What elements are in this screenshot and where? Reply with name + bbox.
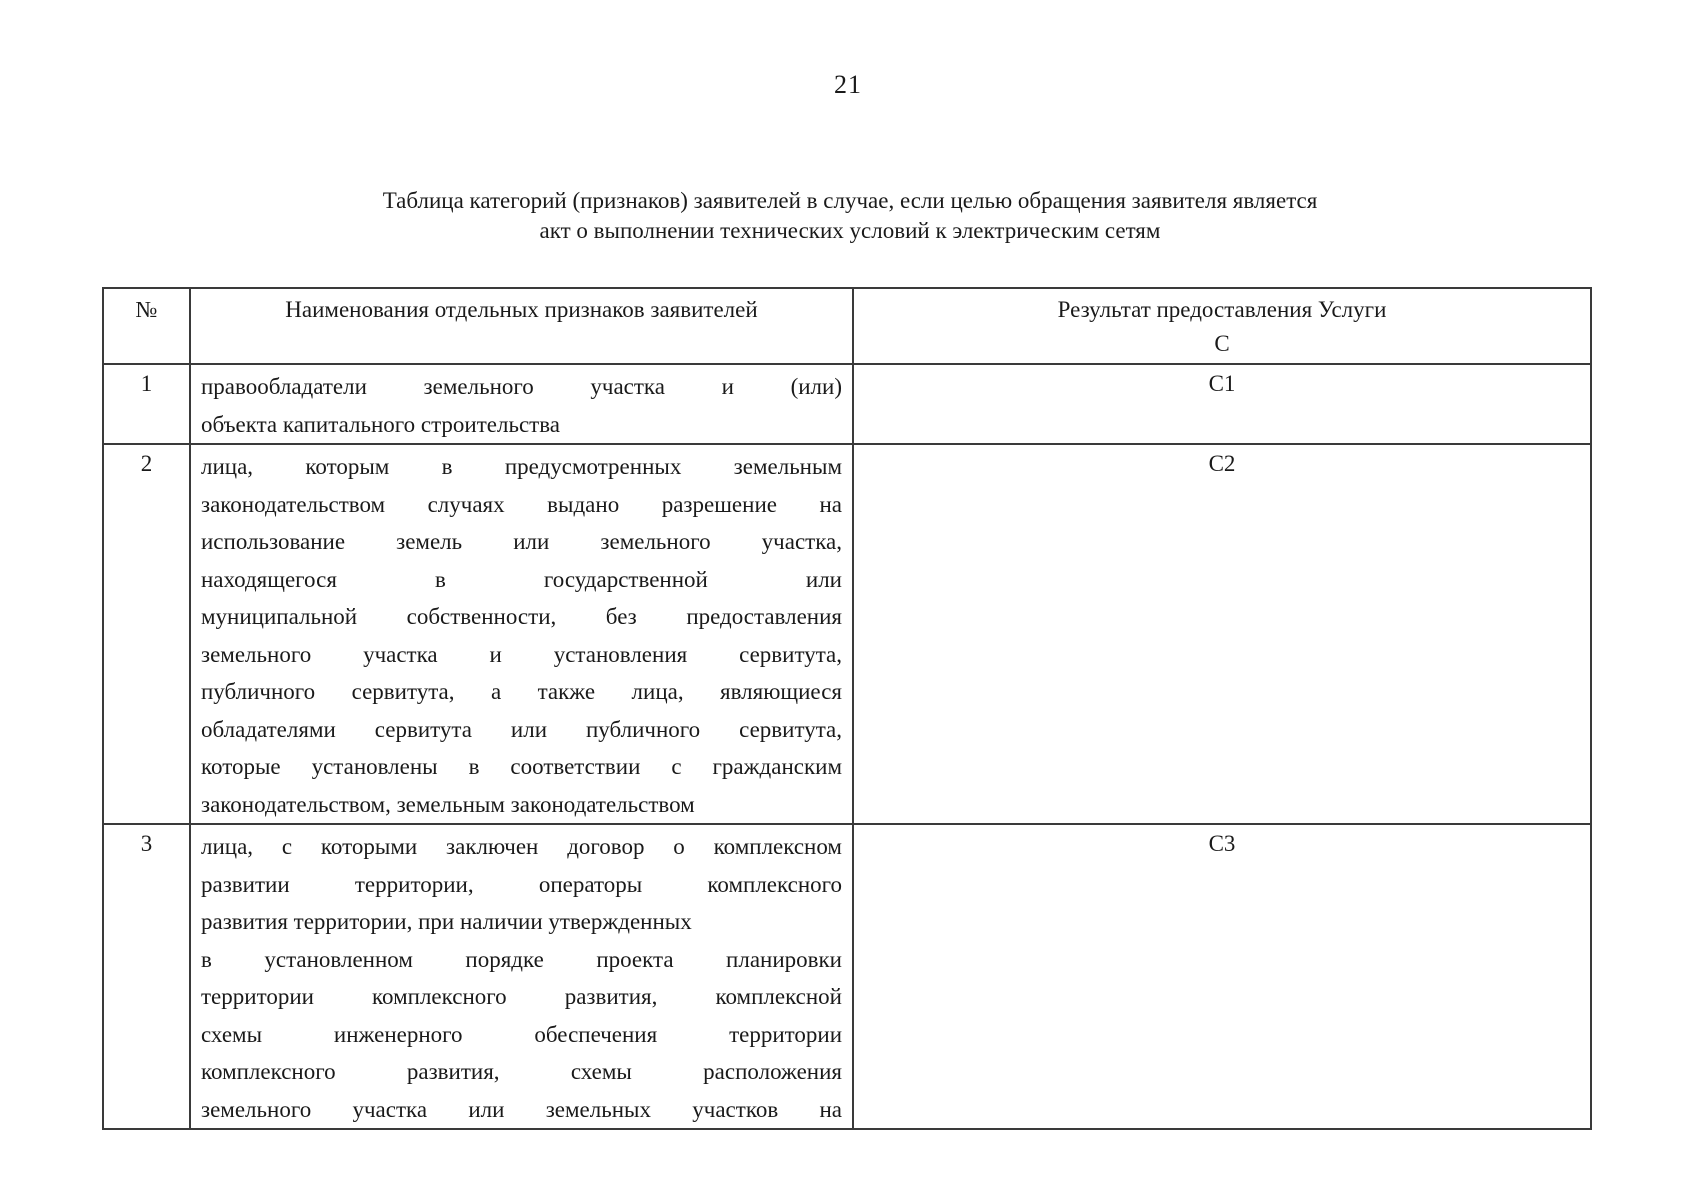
row-number: 2 bbox=[140, 451, 153, 476]
row-number-cell bbox=[103, 364, 190, 444]
criteria-text-line: территории комплексного развития, комплексной bbox=[201, 984, 842, 1009]
criteria-text-line: законодательством, земельным законодательством bbox=[201, 791, 695, 817]
criteria-text-line: законодательством случаях выдано разрешение на bbox=[201, 491, 842, 517]
row-number: 3 bbox=[140, 831, 153, 856]
applicant-categories-table bbox=[102, 287, 1592, 1130]
criteria-text-line: лица, с которыми заключен договор о комплексном bbox=[201, 834, 842, 859]
row-result-cell bbox=[853, 824, 1591, 1129]
criteria-text-line: обладателями сервитута или публичного сервитута, bbox=[201, 716, 842, 742]
criteria-text-line: правообладатели земельного участка и (или) bbox=[201, 374, 842, 399]
header-number-label: № bbox=[135, 297, 158, 322]
criteria-text-line: использование земель или земельного участка, bbox=[201, 529, 842, 554]
criteria-text-line: развития территории, при наличии утвержденных bbox=[201, 909, 692, 934]
criteria-text-line: лица, которым в предусмотренных земельным bbox=[201, 454, 842, 479]
row-result: С2 bbox=[1208, 451, 1236, 476]
table-header-row bbox=[103, 288, 1591, 364]
criteria-text-line: объекта капитального строительства bbox=[201, 411, 560, 437]
row-result-cell bbox=[853, 364, 1591, 444]
criteria-text-line: муниципальной собственности, без предоставления bbox=[201, 604, 842, 629]
table-title bbox=[240, 186, 1460, 246]
row-criteria-cell bbox=[190, 824, 853, 1129]
criteria-text-line: развитии территории, операторы комплексного bbox=[201, 871, 842, 897]
criteria-text-line: комплексного развития, схемы расположения bbox=[201, 1059, 842, 1084]
row-result: С3 bbox=[1208, 831, 1236, 856]
row-result: С1 bbox=[1208, 371, 1236, 396]
table-row bbox=[103, 444, 1591, 824]
criteria-text-line: в установленном порядке проекта планировки bbox=[201, 946, 842, 972]
header-name-label: Наименования отдельных признаков заявителей bbox=[285, 297, 758, 322]
header-name bbox=[190, 288, 853, 364]
criteria-text-line: земельного участка или земельных участков на bbox=[201, 1096, 842, 1122]
row-number: 1 bbox=[140, 371, 153, 396]
table-row bbox=[103, 364, 1591, 444]
criteria-text-line: которые установлены в соответствии с гражданским bbox=[201, 754, 842, 779]
row-number-cell bbox=[103, 824, 190, 1129]
row-number-cell bbox=[103, 444, 190, 824]
row-criteria-cell bbox=[190, 364, 853, 444]
table-title-line-2: акт о выполнении технических условий к электрическим сетям bbox=[539, 218, 1161, 243]
row-result-cell bbox=[853, 444, 1591, 824]
criteria-text-line: земельного участка и установления сервитута, bbox=[201, 641, 842, 667]
row-criteria-cell bbox=[190, 444, 853, 824]
criteria-text-line: публичного сервитута, а также лица, являющиеся bbox=[201, 679, 842, 704]
page-number: 21 bbox=[834, 70, 862, 99]
criteria-text-line: находящегося в государственной или bbox=[201, 566, 842, 592]
header-result-code: С bbox=[1214, 331, 1230, 356]
header-result bbox=[853, 288, 1591, 364]
table-row bbox=[103, 824, 1591, 1129]
criteria-text-line: схемы инженерного обеспечения территории bbox=[201, 1021, 842, 1047]
header-result-label: Результат предоставления Услуги bbox=[1057, 297, 1387, 322]
header-number bbox=[103, 288, 190, 364]
table-title-line-1: Таблица категорий (признаков) заявителей в случае, если целью обращения заявителя является bbox=[382, 188, 1318, 213]
